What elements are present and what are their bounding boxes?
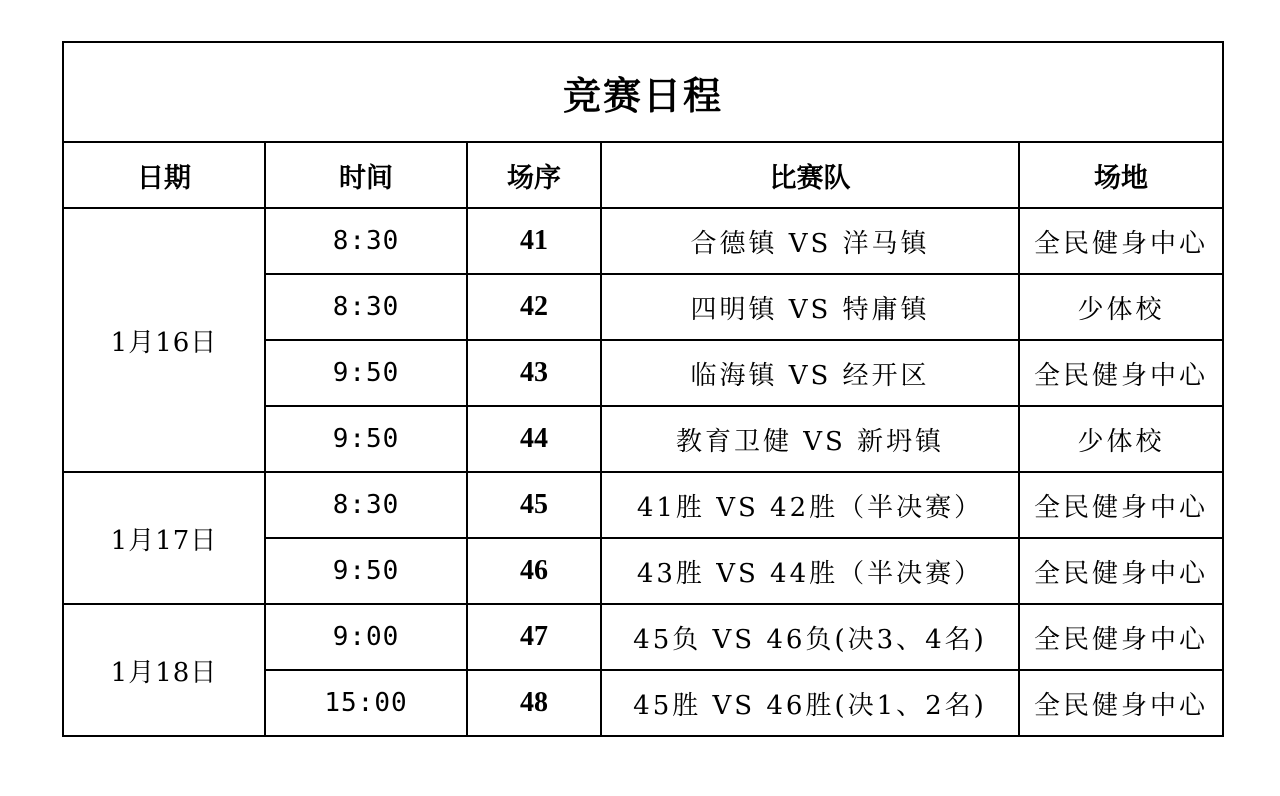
venue-cell: 全民健身中心 xyxy=(1019,472,1223,538)
header-order: 场序 xyxy=(467,142,601,208)
date-cell: 1月18日 xyxy=(63,604,265,736)
time-cell: 9:50 xyxy=(265,538,467,604)
header-venue: 场地 xyxy=(1019,142,1223,208)
time-cell: 9:50 xyxy=(265,340,467,406)
order-cell: 48 xyxy=(467,670,601,736)
header-teams: 比赛队 xyxy=(601,142,1019,208)
teams-cell: 45负 VS 46负(决3、4名) xyxy=(601,604,1019,670)
order-cell: 47 xyxy=(467,604,601,670)
order-cell: 44 xyxy=(467,406,601,472)
table-header-row xyxy=(63,142,1223,208)
teams-cell: 临海镇 VS 经开区 xyxy=(601,340,1019,406)
date-cell: 1月17日 xyxy=(63,472,265,604)
header-time: 时间 xyxy=(265,142,467,208)
time-cell: 15:00 xyxy=(265,670,467,736)
table-row xyxy=(63,472,1223,538)
order-cell: 42 xyxy=(467,274,601,340)
teams-cell: 四明镇 VS 特庸镇 xyxy=(601,274,1019,340)
venue-cell: 全民健身中心 xyxy=(1019,340,1223,406)
teams-cell: 41胜 VS 42胜（半决赛） xyxy=(601,472,1019,538)
venue-cell: 全民健身中心 xyxy=(1019,604,1223,670)
time-cell: 9:00 xyxy=(265,604,467,670)
order-cell: 46 xyxy=(467,538,601,604)
venue-cell: 少体校 xyxy=(1019,274,1223,340)
venue-cell: 全民健身中心 xyxy=(1019,538,1223,604)
order-cell: 43 xyxy=(467,340,601,406)
time-cell: 8:30 xyxy=(265,472,467,538)
date-cell: 1月16日 xyxy=(63,208,265,472)
teams-cell: 43胜 VS 44胜（半决赛） xyxy=(601,538,1019,604)
venue-cell: 全民健身中心 xyxy=(1019,208,1223,274)
time-cell: 8:30 xyxy=(265,208,467,274)
schedule-table xyxy=(62,41,1224,737)
teams-cell: 教育卫健 VS 新坍镇 xyxy=(601,406,1019,472)
time-cell: 9:50 xyxy=(265,406,467,472)
time-cell: 8:30 xyxy=(265,274,467,340)
venue-cell: 全民健身中心 xyxy=(1019,670,1223,736)
page-title: 竞赛日程 xyxy=(63,42,1223,142)
header-date: 日期 xyxy=(63,142,265,208)
teams-cell: 45胜 VS 46胜(决1、2名) xyxy=(601,670,1019,736)
venue-cell: 少体校 xyxy=(1019,406,1223,472)
order-cell: 45 xyxy=(467,472,601,538)
table-row xyxy=(63,208,1223,274)
table-row xyxy=(63,604,1223,670)
order-cell: 41 xyxy=(467,208,601,274)
teams-cell: 合德镇 VS 洋马镇 xyxy=(601,208,1019,274)
